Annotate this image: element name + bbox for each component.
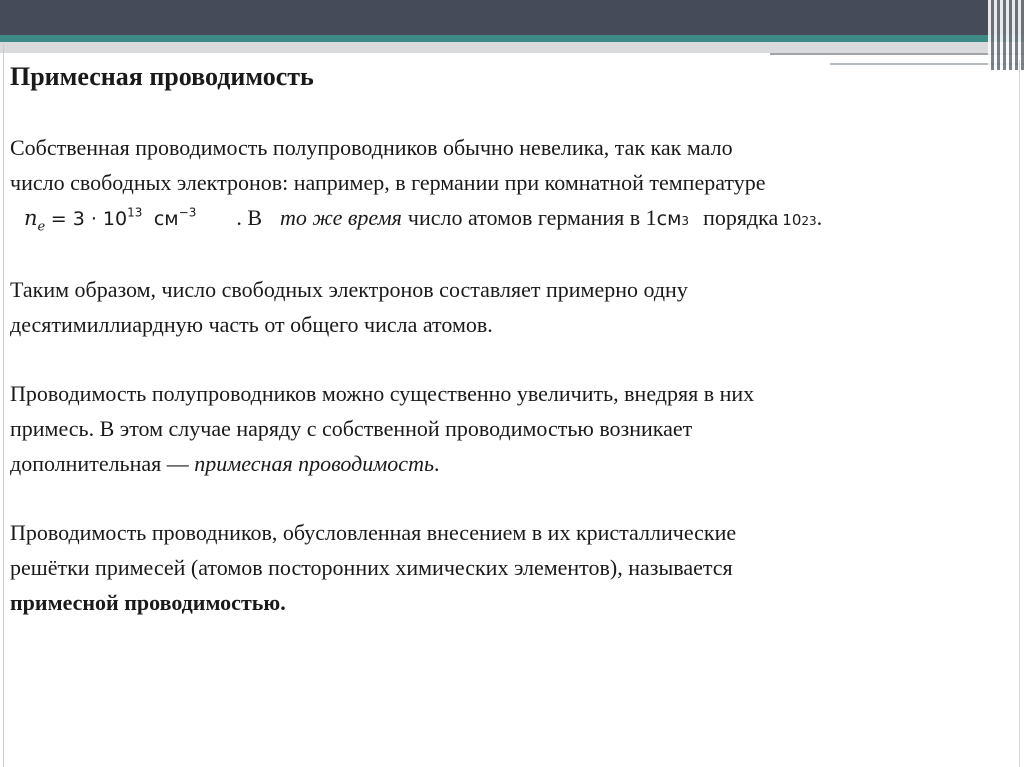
paragraph-line: Проводимость полупроводников можно существенно увеличить, внедряя в них xyxy=(10,381,755,406)
bold-term: примесной проводимостью. xyxy=(10,590,286,615)
text-fragment: . xyxy=(433,451,440,476)
unit-cm: см xyxy=(656,208,682,230)
italic-term: примесная проводимость xyxy=(194,451,434,476)
paragraph-line: Таким образом, число свободных электронов составляет примерно одну xyxy=(10,277,688,302)
slide-left-border xyxy=(3,44,4,767)
paragraph-line: число свободных электронов: например, в германии при комнатной температуре xyxy=(10,170,766,195)
paragraph-line: примесь. В этом случае наряду с собственной проводимостью возникает xyxy=(10,416,693,441)
header-gray-band xyxy=(0,42,1024,53)
paragraph-line: десятимиллиардную часть от общего числа атомов. xyxy=(10,312,493,337)
text-fragment: число атомов германия в 1 xyxy=(407,205,657,230)
text-fragment: . xyxy=(816,205,823,230)
slide-content xyxy=(10,56,1010,620)
paragraph-line: Проводимость проводников, обусловленная внесением в их кристаллические xyxy=(10,520,737,545)
text-fragment: . В xyxy=(236,205,263,230)
power-of-ten: 10 xyxy=(782,211,802,229)
paragraph-line xyxy=(10,446,1010,481)
text-fragment: порядка xyxy=(703,205,779,230)
page-title: Примесная проводимость xyxy=(10,62,314,91)
italic-phrase: то же время xyxy=(280,205,402,230)
paragraph-line: решётки примесей (атомов посторонних химических элементов), называется xyxy=(10,555,733,580)
text-fragment: дополнительная — xyxy=(10,451,195,476)
paragraph-line: Собственная проводимость полупроводников обычно невелика, так как мало xyxy=(10,135,733,160)
formula-electron-concentration: $n_e = 3 \cdot 10^{13}$ $см^{-3}$ xyxy=(24,205,197,235)
formula-line: $n_e = 3 \cdot 10^{13}$ $см^{-3}$ . В то же время число атомов германия в 1 см 3 порядка 10 23 . xyxy=(10,200,1010,238)
slide-right-border xyxy=(1019,60,1020,767)
header-decor-line xyxy=(770,53,1024,55)
header-accent-stripe xyxy=(0,35,1024,42)
header-bar xyxy=(0,0,1024,35)
